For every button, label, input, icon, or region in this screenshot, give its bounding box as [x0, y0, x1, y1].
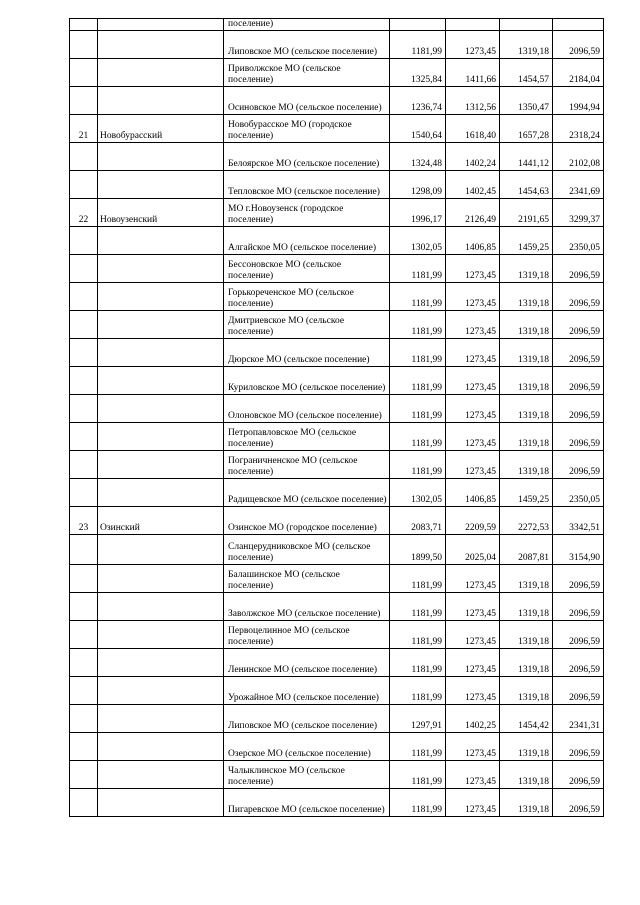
settlement-cell: Пограничненское МО (сельское поселение)	[224, 451, 390, 479]
settlement-cell: Тепловское МО (сельское поселение)	[224, 171, 390, 199]
value-cell-1: 1540,64	[390, 115, 446, 143]
value-cell-3: 1319,18	[500, 31, 553, 59]
value-cell-4: 1994,94	[553, 87, 604, 115]
value-cell-3: 1319,18	[500, 423, 553, 451]
row-number-cell	[70, 87, 98, 115]
settlement-cell: Осиновское МО (сельское поселение)	[224, 87, 390, 115]
value-cell-2: 1273,45	[446, 677, 500, 705]
row-number-cell	[70, 339, 98, 367]
value-cell-2: 1273,45	[446, 789, 500, 817]
district-cell	[98, 479, 224, 507]
district-cell	[98, 535, 224, 565]
settlement-cell: Дюрское МО (сельское поселение)	[224, 339, 390, 367]
value-cell-3: 1319,18	[500, 395, 553, 423]
value-cell-3: 1319,18	[500, 649, 553, 677]
value-cell-4: 2350,05	[553, 227, 604, 255]
value-cell-3: 1319,18	[500, 593, 553, 621]
value-cell-2: 1273,45	[446, 311, 500, 339]
district-cell	[98, 339, 224, 367]
row-number-cell	[70, 535, 98, 565]
value-cell-3: 2087,81	[500, 535, 553, 565]
value-cell-2: 1273,45	[446, 621, 500, 649]
value-cell-3: 2272,53	[500, 507, 553, 535]
table-row	[70, 367, 604, 395]
district-cell: Озинский	[98, 507, 224, 535]
row-number-cell	[70, 593, 98, 621]
district-cell	[98, 565, 224, 593]
value-cell-2: 2126,49	[446, 199, 500, 227]
district-cell	[98, 395, 224, 423]
value-cell-2: 1273,45	[446, 565, 500, 593]
value-cell-2	[446, 19, 500, 31]
tariff-table	[69, 18, 604, 817]
settlement-cell: Озинское МО (городское поселение)	[224, 507, 390, 535]
table-row	[70, 451, 604, 479]
row-number-cell	[70, 677, 98, 705]
value-cell-4	[553, 19, 604, 31]
value-cell-1: 1325,84	[390, 59, 446, 87]
value-cell-4: 2341,31	[553, 705, 604, 733]
value-cell-1: 1181,99	[390, 311, 446, 339]
value-cell-3: 1319,18	[500, 311, 553, 339]
value-cell-4: 2350,05	[553, 479, 604, 507]
value-cell-2: 1273,45	[446, 255, 500, 283]
table-row	[70, 59, 604, 87]
settlement-cell: Горькореченское МО (сельское поселение)	[224, 283, 390, 311]
row-number-cell	[70, 621, 98, 649]
settlement-cell: Белоярское МО (сельское поселение)	[224, 143, 390, 171]
value-cell-4: 3154,90	[553, 535, 604, 565]
value-cell-2: 1273,45	[446, 423, 500, 451]
district-cell	[98, 649, 224, 677]
settlement-cell: Дмитриевское МО (сельское поселение)	[224, 311, 390, 339]
table-row	[70, 705, 604, 733]
settlement-cell: Липовское МО (сельское поселение)	[224, 31, 390, 59]
district-cell: Новоузенский	[98, 199, 224, 227]
settlement-cell: Бессоновское МО (сельское поселение)	[224, 255, 390, 283]
row-number-cell	[70, 367, 98, 395]
value-cell-2: 1273,45	[446, 733, 500, 761]
settlement-cell: Радищевское МО (сельское поселение)	[224, 479, 390, 507]
district-cell	[98, 733, 224, 761]
value-cell-1: 1996,17	[390, 199, 446, 227]
value-cell-2: 1402,25	[446, 705, 500, 733]
value-cell-4: 2096,59	[553, 395, 604, 423]
value-cell-3: 1319,18	[500, 733, 553, 761]
value-cell-2: 1273,45	[446, 593, 500, 621]
value-cell-2: 1273,45	[446, 761, 500, 789]
row-number-cell: 22	[70, 199, 98, 227]
table-row	[70, 649, 604, 677]
settlement-cell: Петропавловское МО (сельское поселение)	[224, 423, 390, 451]
value-cell-1: 1181,99	[390, 423, 446, 451]
value-cell-3: 1459,25	[500, 479, 553, 507]
value-cell-2: 1312,56	[446, 87, 500, 115]
value-cell-1: 1302,05	[390, 479, 446, 507]
value-cell-1: 1181,99	[390, 255, 446, 283]
value-cell-4: 2096,59	[553, 451, 604, 479]
value-cell-3: 1454,63	[500, 171, 553, 199]
district-cell	[98, 593, 224, 621]
value-cell-1: 1181,99	[390, 367, 446, 395]
value-cell-2: 1411,66	[446, 59, 500, 87]
district-cell	[98, 705, 224, 733]
value-cell-2: 1402,45	[446, 171, 500, 199]
value-cell-3: 1441,12	[500, 143, 553, 171]
value-cell-2: 1273,45	[446, 31, 500, 59]
table-row	[70, 171, 604, 199]
value-cell-3: 1454,57	[500, 59, 553, 87]
district-cell	[98, 367, 224, 395]
table-row	[70, 507, 604, 535]
district-cell	[98, 451, 224, 479]
value-cell-4: 2096,59	[553, 367, 604, 395]
value-cell-3: 1319,18	[500, 339, 553, 367]
table-row	[70, 199, 604, 227]
value-cell-2: 1273,45	[446, 451, 500, 479]
table-row	[70, 733, 604, 761]
row-number-cell	[70, 649, 98, 677]
value-cell-2: 1406,85	[446, 227, 500, 255]
row-number-cell	[70, 451, 98, 479]
row-number-cell: 23	[70, 507, 98, 535]
value-cell-3: 1459,25	[500, 227, 553, 255]
district-cell	[98, 31, 224, 59]
value-cell-3: 1319,18	[500, 565, 553, 593]
tariff-table-page	[69, 18, 604, 817]
settlement-cell: Новобурасское МО (городское поселение)	[224, 115, 390, 143]
value-cell-3: 1319,18	[500, 283, 553, 311]
district-cell	[98, 143, 224, 171]
row-number-cell	[70, 479, 98, 507]
district-cell	[98, 761, 224, 789]
table-body	[70, 19, 604, 817]
value-cell-1: 1181,99	[390, 395, 446, 423]
district-cell	[98, 311, 224, 339]
value-cell-1: 1181,99	[390, 761, 446, 789]
value-cell-3: 1319,18	[500, 677, 553, 705]
value-cell-3: 2191,65	[500, 199, 553, 227]
district-cell: Новобурасский	[98, 115, 224, 143]
value-cell-2: 1273,45	[446, 339, 500, 367]
value-cell-2: 1618,40	[446, 115, 500, 143]
settlement-cell: Куриловское МО (сельское поселение)	[224, 367, 390, 395]
value-cell-2: 2209,59	[446, 507, 500, 535]
value-cell-1: 2083,71	[390, 507, 446, 535]
value-cell-1: 1181,99	[390, 31, 446, 59]
district-cell	[98, 227, 224, 255]
value-cell-1: 1181,99	[390, 593, 446, 621]
settlement-cell: Первоцелинное МО (сельское поселение)	[224, 621, 390, 649]
row-number-cell	[70, 789, 98, 817]
value-cell-1: 1181,99	[390, 451, 446, 479]
table-row	[70, 227, 604, 255]
table-row	[70, 255, 604, 283]
value-cell-4: 2096,59	[553, 677, 604, 705]
settlement-cell: Балашинское МО (сельское поселение)	[224, 565, 390, 593]
value-cell-1: 1181,99	[390, 733, 446, 761]
settlement-cell: Пигаревское МО (сельское поселение)	[224, 789, 390, 817]
value-cell-3: 1319,18	[500, 761, 553, 789]
settlement-cell: Олоновское МО (сельское поселение)	[224, 395, 390, 423]
value-cell-4: 2096,59	[553, 565, 604, 593]
value-cell-4: 2096,59	[553, 31, 604, 59]
table-row	[70, 535, 604, 565]
value-cell-4: 3299,37	[553, 199, 604, 227]
value-cell-1: 1297,91	[390, 705, 446, 733]
settlement-cell: Озерское МО (сельское поселение)	[224, 733, 390, 761]
district-cell	[98, 171, 224, 199]
row-number-cell	[70, 423, 98, 451]
district-cell	[98, 283, 224, 311]
value-cell-4: 2341,69	[553, 171, 604, 199]
value-cell-2: 1273,45	[446, 367, 500, 395]
settlement-cell: Заволжское МО (сельское поселение)	[224, 593, 390, 621]
value-cell-1: 1324,48	[390, 143, 446, 171]
table-row	[70, 19, 604, 31]
table-row	[70, 143, 604, 171]
value-cell-4: 2184,04	[553, 59, 604, 87]
district-cell	[98, 87, 224, 115]
row-number-cell	[70, 227, 98, 255]
row-number-cell	[70, 311, 98, 339]
table-row	[70, 283, 604, 311]
row-number-cell: 21	[70, 115, 98, 143]
table-row	[70, 565, 604, 593]
value-cell-1: 1181,99	[390, 677, 446, 705]
row-number-cell	[70, 31, 98, 59]
settlement-cell: поселение)	[224, 19, 390, 31]
row-number-cell	[70, 761, 98, 789]
row-number-cell	[70, 565, 98, 593]
table-row	[70, 761, 604, 789]
value-cell-4: 2096,59	[553, 789, 604, 817]
value-cell-1: 1236,74	[390, 87, 446, 115]
table-row	[70, 31, 604, 59]
value-cell-4: 2096,59	[553, 283, 604, 311]
value-cell-3: 1657,28	[500, 115, 553, 143]
district-cell	[98, 789, 224, 817]
value-cell-4: 2096,59	[553, 311, 604, 339]
row-number-cell	[70, 705, 98, 733]
settlement-cell: Приволжское МО (сельское поселение)	[224, 59, 390, 87]
table-row	[70, 621, 604, 649]
value-cell-3: 1319,18	[500, 621, 553, 649]
settlement-cell: Урожайное МО (сельское поселение)	[224, 677, 390, 705]
value-cell-1: 1181,99	[390, 339, 446, 367]
value-cell-4: 2102,08	[553, 143, 604, 171]
value-cell-3: 1454,42	[500, 705, 553, 733]
table-row	[70, 423, 604, 451]
value-cell-3: 1319,18	[500, 255, 553, 283]
settlement-cell: Алгайское МО (сельское поселение)	[224, 227, 390, 255]
value-cell-1: 1181,99	[390, 283, 446, 311]
row-number-cell	[70, 395, 98, 423]
value-cell-4: 2096,59	[553, 255, 604, 283]
value-cell-4: 2096,59	[553, 761, 604, 789]
settlement-cell: Сланцерудниковское МО (сельское поселение)	[224, 535, 390, 565]
value-cell-1: 1181,99	[390, 621, 446, 649]
value-cell-2: 1273,45	[446, 649, 500, 677]
district-cell	[98, 255, 224, 283]
district-cell	[98, 19, 224, 31]
row-number-cell	[70, 255, 98, 283]
value-cell-4: 2096,59	[553, 593, 604, 621]
value-cell-4: 2318,24	[553, 115, 604, 143]
settlement-cell: МО г.Новоузенск (городское поселение)	[224, 199, 390, 227]
district-cell	[98, 677, 224, 705]
district-cell	[98, 423, 224, 451]
value-cell-2: 1273,45	[446, 283, 500, 311]
value-cell-4: 2096,59	[553, 621, 604, 649]
settlement-cell: Липовское МО (сельское поселение)	[224, 705, 390, 733]
table-row	[70, 789, 604, 817]
value-cell-4: 2096,59	[553, 423, 604, 451]
value-cell-3: 1319,18	[500, 367, 553, 395]
value-cell-1	[390, 19, 446, 31]
value-cell-1: 1181,99	[390, 565, 446, 593]
row-number-cell	[70, 171, 98, 199]
row-number-cell	[70, 59, 98, 87]
row-number-cell	[70, 19, 98, 31]
value-cell-2: 2025,04	[446, 535, 500, 565]
value-cell-2: 1406,85	[446, 479, 500, 507]
table-row	[70, 339, 604, 367]
table-row	[70, 677, 604, 705]
value-cell-2: 1402,24	[446, 143, 500, 171]
value-cell-3	[500, 19, 553, 31]
table-row	[70, 115, 604, 143]
value-cell-3: 1319,18	[500, 451, 553, 479]
value-cell-1: 1899,50	[390, 535, 446, 565]
value-cell-3: 1350,47	[500, 87, 553, 115]
value-cell-4: 2096,59	[553, 339, 604, 367]
table-row	[70, 311, 604, 339]
row-number-cell	[70, 733, 98, 761]
value-cell-1: 1298,09	[390, 171, 446, 199]
settlement-cell: Чалыклинское МО (сельское поселение)	[224, 761, 390, 789]
district-cell	[98, 59, 224, 87]
value-cell-4: 2096,59	[553, 733, 604, 761]
value-cell-4: 2096,59	[553, 649, 604, 677]
value-cell-3: 1319,18	[500, 789, 553, 817]
table-row	[70, 395, 604, 423]
value-cell-4: 3342,51	[553, 507, 604, 535]
value-cell-2: 1273,45	[446, 395, 500, 423]
value-cell-1: 1302,05	[390, 227, 446, 255]
table-row	[70, 87, 604, 115]
table-row	[70, 593, 604, 621]
settlement-cell: Ленинское МО (сельское поселение)	[224, 649, 390, 677]
value-cell-1: 1181,99	[390, 789, 446, 817]
row-number-cell	[70, 283, 98, 311]
district-cell	[98, 621, 224, 649]
value-cell-1: 1181,99	[390, 649, 446, 677]
row-number-cell	[70, 143, 98, 171]
table-row	[70, 479, 604, 507]
